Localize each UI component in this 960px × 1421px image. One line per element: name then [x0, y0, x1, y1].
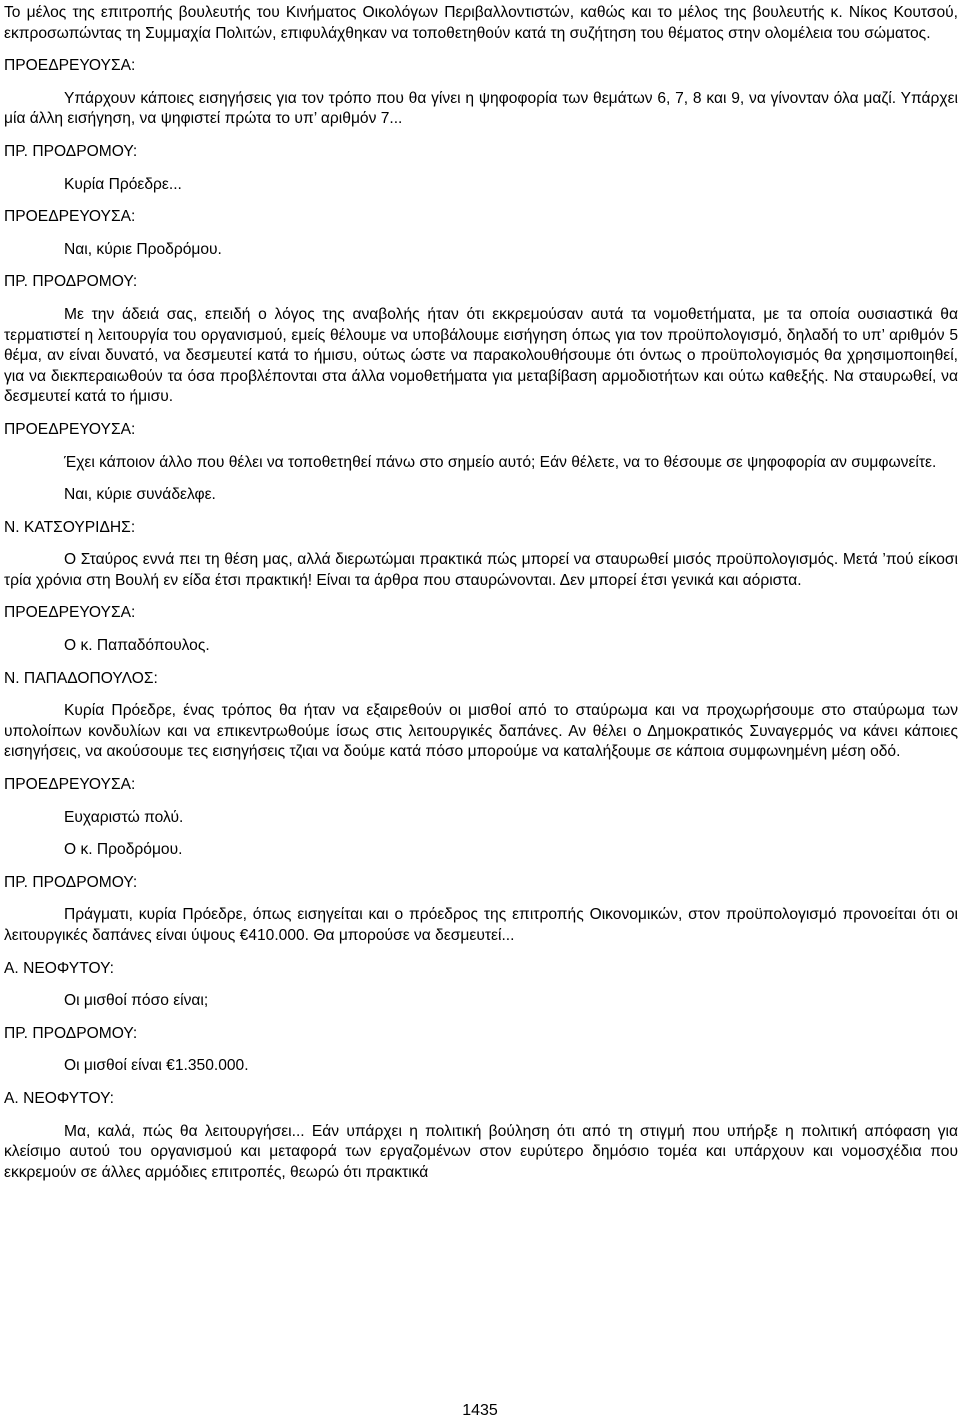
utterance: Οι μισθοί είναι €1.350.000.: [64, 1057, 249, 1075]
paragraph: Ο Σταύρος εννά πει τη θέση μας, αλλά διερωτώμαι πρακτικά πώς μπορεί να σταυρωθεί μισός προϋπολογισμός. Μετά ’πού είκοσι τρία χρόνια στη Βουλή εν είδα έτσι πρακτική! Είναι τα άρθρα που σταυρώνονται. Δεν μπορεί έτσι γενικά και αόριστα.: [4, 551, 958, 589]
utterance: Οι μισθοί πόσο είναι;: [64, 992, 209, 1010]
speaker-label: ΠΡΟΕΔΡΕΥΟΥΣΑ:: [4, 208, 136, 226]
utterance: Ναι, κύριε συνάδελφε.: [64, 486, 216, 504]
speaker-label: Ν. ΠΑΠΑΔΟΠΟΥΛΟΣ:: [4, 669, 158, 687]
paragraph: Πράγματι, κυρία Πρόεδρε, όπως εισηγείται και ο πρόεδρος της επιτροπής Οικονομικών, στον προϋπολογισμό προνοείται ότι οι λειτουργικές δαπάνες είναι ύψους €410.000. Θα μπορούσε να δεσμευτεί...: [4, 906, 958, 944]
speaker-label: ΠΡΟΕΔΡΕΥΟΥΣΑ:: [4, 604, 136, 622]
speaker-label: Ν. ΚΑΤΣΟΥΡΙΔΗΣ:: [4, 518, 136, 536]
paragraph: Μα, καλά, πώς θα λειτουργήσει... Εάν υπάρχει η πολιτική βούληση ότι από τη στιγμή που υπήρξε η πολιτική απόφαση για κλείσιμο αυτού του οργανισμού και μεταφορά των εργαζομένων στον ευρύτερο δημόσιο τομέα και υπάρχουν και νομοσχέδια που εκκρεμούν σε άλλες αρμόδιες επιτροπές, θεωρώ ότι πρακτικά: [4, 1122, 958, 1181]
speaker-label: Α. ΝΕΟΦΥΤΟΥ:: [4, 1089, 114, 1107]
page-number: 1435: [462, 1402, 498, 1419]
speaker-label: ΠΡΟΕΔΡΕΥΟΥΣΑ:: [4, 420, 136, 438]
speaker-label: ΠΡ. ΠΡΟΔΡΟΜΟΥ:: [4, 273, 138, 291]
utterance: Ευχαριστώ πολύ.: [64, 808, 184, 826]
utterance: Ναι, κύριε Προδρόμου.: [64, 240, 222, 258]
paragraph: Το μέλος της επιτροπής βουλευτής του Κινήματος Οικολόγων Περιβαλλοντιστών, καθώς και το μέλος της βουλευτής κ. Νίκος Κουτσού, εκπροσωπώντας τη Συμμαχία Πολιτών, επιφυλάχθηκαν να τοποθετηθούν κατά τη συζήτηση του θέματος στην ολομέλεια του σώματος.: [4, 4, 958, 42]
speaker-label: ΠΡ. ΠΡΟΔΡΟΜΟΥ:: [4, 873, 138, 891]
speaker-label: ΠΡ. ΠΡΟΔΡΟΜΟΥ:: [4, 1024, 138, 1042]
speaker-label: ΠΡ. ΠΡΟΔΡΟΜΟΥ:: [4, 142, 138, 160]
document-page: [4, 0, 958, 1183]
paragraph: Κυρία Πρόεδρε, ένας τρόπος θα ήταν να εξαιρεθούν οι μισθοί από το σταύρωμα και να προχωρήσουμε στο σταύρωμα των υπολοίπων κονδυλίων και να επικεντρωθούμε ίσως στις λειτουργικές δαπάνες. Αν θέλει ο Δημοκρατικός Συναγερμός να κάνει κάποιες εισηγήσεις, να ακούσουμε τες εισηγήσεις τζιαι να δούμε κατά πόσο μπορούμε να καταλήξουμε σε κάποια συμφωνημένη μέση οδό.: [4, 702, 958, 761]
utterance: Ο κ. Παπαδόπουλος.: [64, 637, 210, 655]
paragraph: Υπάρχουν κάποιες εισηγήσεις για τον τρόπο που θα γίνει η ψηφοφορία των θεμάτων 6, 7, 8 και 9, να γίνονταν όλα μαζί. Υπάρχει μία άλλη εισήγηση, να ψηφιστεί πρώτα το υπ’ αριθμόν 7...: [4, 89, 958, 128]
utterance: Κυρία Πρόεδρε...: [64, 175, 182, 193]
paragraph: Έχει κάποιον άλλο που θέλει να τοποθετηθεί πάνω στο σημείο αυτό; Εάν θέλετε, να το θέσουμε σε ψηφοφορία αν συμφωνείτε.: [64, 453, 937, 471]
utterance: Ο κ. Προδρόμου.: [64, 841, 183, 859]
speaker-label: ΠΡΟΕΔΡΕΥΟΥΣΑ:: [4, 776, 136, 794]
paragraph: Με την άδειά σας, επειδή ο λόγος της αναβολής ήταν ότι εκκρεμούσαν αυτά τα νομοθετήματα, με τα οποία ουσιαστικά θα τερματιστεί η λειτουργία του οργανισμού, εμείς θέλουμε να υποβάλουμε εισήγηση όπως για τον προϋπολογισμό, δηλαδή το υπ’ αριθμόν 5 θέμα, αν είναι δυνατό, να δεσμευτεί κατά το ήμισυ, ούτως ώστε να παρακολουθήσουμε ότι όντως ο προϋπολογισμός θα χρησιμοποιηθεί, για να διεκπεραιωθούν τα όσα προβλέπονται στα άλλα νομοθετήματα για μεταβίβαση αρμοδιοτήτων και ούτω καθεξής. Να σταυρωθεί, να δεσμευτεί κατά το ήμισυ.: [4, 305, 958, 406]
speaker-label: Α. ΝΕΟΦΥΤΟΥ:: [4, 959, 114, 977]
speaker-label: ΠΡΟΕΔΡΕΥΟΥΣΑ:: [4, 57, 136, 75]
